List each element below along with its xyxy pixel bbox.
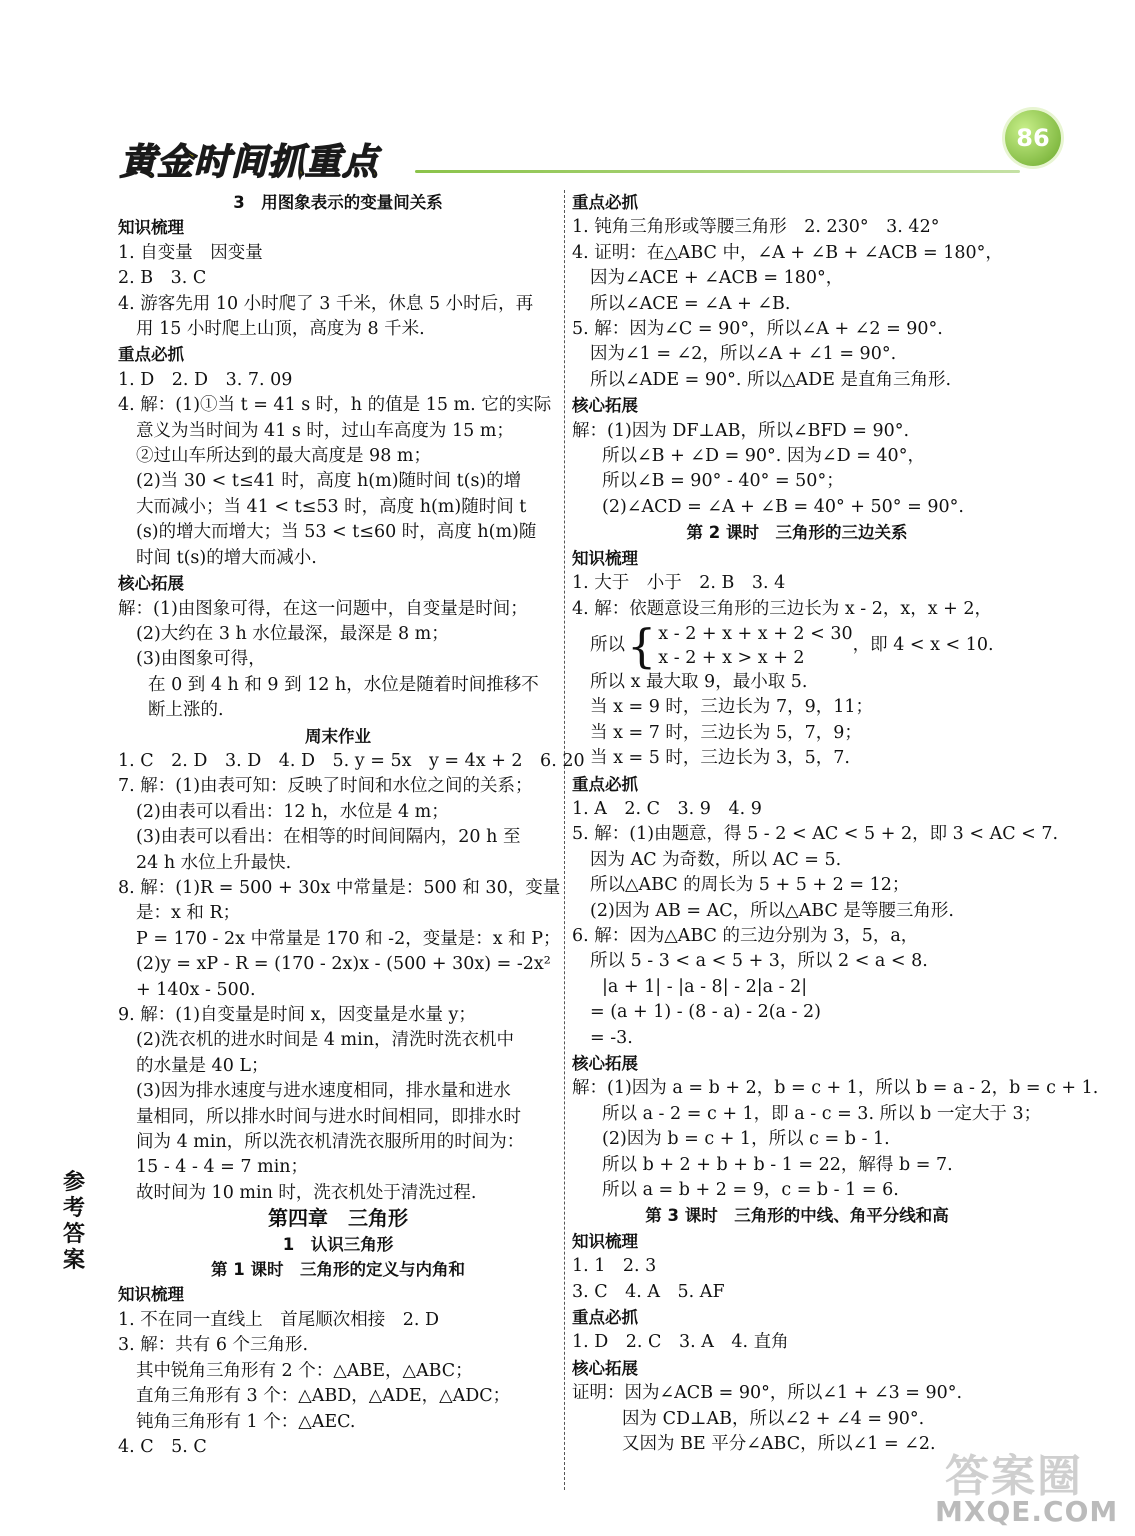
answer-line: 4. 游客先用 10 小时爬了 3 千米，休息 5 小时后，再 — [118, 293, 534, 314]
answer-line: 所以 x 最大取 9，最小取 5. — [590, 671, 808, 692]
answer-line: 8. 解：(1)R = 500 + 30x 中常量是：500 和 30，变量 — [118, 877, 561, 898]
right-column — [572, 190, 1099, 1458]
answer-line: 4. 解：(1)①当 t = 41 s 时，h 的值是 15 m. 它的实际 — [118, 395, 552, 416]
answer-line: 5. 解：因为∠C = 90°，所以∠A + ∠2 = 90°. — [572, 319, 943, 340]
answer-line: 当 x = 9 时，三边长为 7，9，11； — [590, 697, 874, 718]
answer-line: 1. 钝角三角形或等腰三角形 2. 230° 3. 42° — [572, 217, 940, 238]
answer-line: 1. D 2. C 3. A 4. 直角 — [572, 1332, 789, 1353]
lesson-title: 第 3 课时 三角形的中线、角平分线和高 — [645, 1206, 949, 1226]
answer-line: 因为∠ACE + ∠ACB = 180°， — [590, 268, 844, 289]
answer-line: 3. C 4. A 5. AF — [572, 1281, 725, 1302]
left-brace-icon: { — [627, 618, 657, 673]
answer-line: = -3. — [590, 1027, 633, 1048]
answer-line: 所以 a = b + 2 = 9，c = b - 1 = 6. — [602, 1180, 899, 1201]
answer-line: 因为 CD⊥AB，所以∠2 + ∠4 = 90°. — [622, 1408, 925, 1429]
lesson-title: 第 2 课时 三角形的三边关系 — [686, 523, 908, 543]
heading: 知识梳理 — [572, 1231, 638, 1251]
system-lines — [658, 622, 852, 670]
answer-line: 又因为 BE 平分∠ABC，所以∠1 = ∠2. — [622, 1434, 936, 1455]
brand-title — [120, 134, 379, 185]
answer-line: (2)洗衣机的进水时间是 4 min，清洗时洗衣机中 — [136, 1030, 515, 1051]
answer-line: 量相同，所以排水时间与进水时间相同，即排水时 — [136, 1106, 521, 1127]
answer-line: (2)由表可以看出：12 h，水位是 4 m； — [136, 801, 449, 822]
section-subtitle: 1 认识三角形 — [282, 1234, 394, 1254]
answer-line: 钝角三角形有 1 个：△AEC. — [136, 1411, 356, 1432]
brand-part1: 黄金时间 — [120, 142, 269, 183]
answer-line: 所以 a - 2 = c + 1，即 a - c = 3. 所以 b 一定大于 3； — [602, 1103, 1042, 1124]
answer-line: P = 170 - 2x 中常量是 170 和 -2，变量是：x 和 P； — [136, 928, 561, 949]
answer-line: |a + 1| - |a - 8| - 2|a - 2| — [602, 976, 808, 997]
answer-line: 直角三角形有 3 个：△ABD，△ADE，△ADC； — [136, 1386, 511, 1407]
answer-line: 意义为当时间为 41 s 时，过山车高度为 15 m； — [136, 420, 514, 441]
answer-line: 所以∠B = 90° - 40° = 50°； — [602, 471, 844, 492]
answer-line: 15 - 4 - 4 = 7 min； — [136, 1157, 309, 1178]
heading: 知识梳理 — [572, 548, 638, 568]
chapter-title: 第四章 三角形 — [268, 1206, 408, 1231]
answer-line: 1. 自变量 因变量 — [118, 242, 263, 263]
heading: 重点必抓 — [572, 774, 638, 794]
answer-line: 大而减小；当 41 < t≤53 时，高度 h(m)随时间 t — [136, 496, 527, 517]
answer-line: 在 0 到 4 h 和 9 到 12 h，水位是随着时间推移不 — [148, 674, 539, 695]
heading: 重点必抓 — [572, 1308, 638, 1328]
answer-line: 所以∠ACE = ∠A + ∠B. — [590, 293, 791, 314]
answer-line: 1. 不在同一直线上 首尾顺次相接 2. D — [118, 1309, 440, 1330]
watermark-logo: 答案圈 — [945, 1451, 1083, 1502]
answer-line: 1. 大于 小于 2. B 3. 4 — [572, 573, 786, 594]
answer-line: 时间 t(s)的增大而减小. — [136, 547, 317, 568]
heading: 核心拓展 — [572, 396, 638, 416]
answer-line: 所以∠ADE = 90°. 所以△ADE 是直角三角形. — [590, 369, 952, 390]
answer-line: (2)因为 AB = AC，所以△ABC 是等腰三角形. — [590, 900, 954, 921]
system-line: x - 2 + x > x + 2 — [658, 647, 805, 668]
answer-line: 4. 解：依题意设三角形的三边长为 x - 2，x，x + 2， — [572, 598, 993, 619]
answer-line: 因为∠1 = ∠2，所以∠A + ∠1 = 90°. — [590, 344, 897, 365]
answer-line: 1. 1 2. 3 — [572, 1256, 657, 1277]
answer-line: (2)大约在 3 h 水位最深，最深是 8 m； — [136, 623, 449, 644]
watermark-url: MXQE.COM — [935, 1495, 1119, 1528]
answer-line: 4. 证明：在△ABC 中，∠A + ∠B + ∠ACB = 180°， — [572, 242, 1003, 263]
answer-line: 3. 解：共有 6 个三角形. — [118, 1335, 309, 1356]
answer-line: 间为 4 min，所以洗衣机清洗衣服所用的时间为： — [136, 1132, 525, 1153]
answer-line: + 140x - 500. — [136, 979, 256, 1000]
section-title: 3 用图象表示的变量间关系 — [233, 193, 443, 212]
answer-line: 其中锐角三角形有 2 个：△ABE，△ABC； — [136, 1360, 473, 1381]
heading: 知识梳理 — [118, 1285, 184, 1305]
answer-line: 2. B 3. C — [118, 268, 207, 289]
answer-line: (3)由图象可得， — [136, 649, 266, 670]
answer-line: (2)当 30 < t≤41 时，高度 h(m)随时间 t(s)的增 — [136, 471, 522, 492]
answer-line: (3)由表可以看出：在相等的时间间隔内，20 h 至 — [136, 827, 521, 848]
answer-line: 4. C 5. C — [118, 1436, 207, 1457]
answer-line: (2)y = xP - R = (170 - 2x)x - (500 + 30x) = -2x² — [136, 954, 551, 975]
answer-line: 的水量是 40 L； — [136, 1055, 269, 1076]
heading: 核心拓展 — [118, 574, 184, 594]
answer-line: 解：(1)因为 a = b + 2，b = c + 1，所以 b = a - 2，b = c + 1. — [572, 1078, 1099, 1099]
heading: 核心拓展 — [572, 1358, 638, 1378]
answer-line: 1. A 2. C 3. 9 4. 9 — [572, 798, 762, 819]
left-column — [118, 190, 585, 1460]
brand-part2: 抓重点 — [268, 142, 380, 183]
answer-line: 当 x = 7 时，三边长为 5，7，9； — [590, 722, 862, 743]
answer-line: 1. D 2. D 3. 7. 09 — [118, 369, 293, 390]
inequality-system — [572, 618, 1022, 673]
heading: 核心拓展 — [572, 1054, 638, 1073]
answer-line: 24 h 水位上升最快. — [136, 852, 292, 873]
answer-line: (3)因为排水速度与进水速度相同，排水量和进水 — [136, 1081, 511, 1102]
weekend-title: 周末作业 — [305, 726, 371, 746]
answer-line: 5. 解：(1)由题意，得 5 - 2 < AC < 5 + 2，即 3 < AC < 7. — [572, 824, 1059, 845]
answer-line: 解：(1)因为 DF⊥AB，所以∠BFD = 90°. — [572, 420, 910, 441]
answer-line: 因为 AC 为奇数，所以 AC = 5. — [590, 849, 842, 870]
heading: 重点必抓 — [572, 193, 638, 212]
answer-line: 是：x 和 R； — [136, 903, 241, 924]
answer-line: 9. 解：(1)自变量是时间 x，因变量是水量 y； — [118, 1005, 476, 1025]
answer-line: 当 x = 5 时，三边长为 3，5，7. — [590, 748, 850, 769]
page-number: 86 — [1005, 110, 1061, 166]
system-line: x - 2 + x + x + 2 < 30 — [658, 623, 853, 644]
answer-line: 所以△ABC 的周长为 5 + 5 + 2 = 12； — [590, 875, 910, 896]
lesson-title: 第 1 课时 三角形的定义与内角和 — [211, 1260, 465, 1280]
answer-line: = (a + 1) - (8 - a) - 2(a - 2) — [590, 1002, 821, 1023]
system-suffix: ，即 4 < x < 10. — [852, 635, 994, 656]
system-prefix: 所以 — [590, 635, 625, 656]
column-divider — [564, 190, 565, 1490]
heading: 知识梳理 — [118, 218, 184, 238]
heading: 重点必抓 — [118, 345, 184, 365]
answer-line: 6. 解：因为△ABC 的三边分别为 3，5，a， — [572, 925, 919, 946]
answer-line: 所以∠B + ∠D = 90°. 因为∠D = 40°， — [602, 446, 925, 467]
answer-line: 解：(1)由图象可得，在这一问题中，自变量是时间； — [118, 598, 528, 619]
answer-line: 7. 解：(1)由表可知：反映了时间和水位之间的关系； — [118, 776, 533, 797]
header-rule — [415, 170, 1020, 173]
answer-line: 证明：因为∠ACB = 90°，所以∠1 + ∠3 = 90°. — [572, 1383, 963, 1404]
answer-line: ②过山车所达到的最大高度是 98 m； — [136, 446, 431, 467]
answer-line: 用 15 小时爬上山顶，高度为 8 千米. — [136, 319, 425, 340]
answer-line: 断上涨的. — [148, 700, 224, 721]
side-label-answers: 参 考 答 案 — [62, 1170, 85, 1273]
answer-line: 所以 5 - 3 < a < 5 + 3，所以 2 < a < 8. — [590, 951, 928, 972]
answer-line: (s)的增大而增大；当 53 < t≤60 时，高度 h(m)随 — [136, 522, 537, 543]
answer-line: (2)∠ACD = ∠A + ∠B = 40° + 50° = 90°. — [602, 496, 964, 517]
answer-line: 所以 b + 2 + b + b - 1 = 22，解得 b = 7. — [602, 1154, 953, 1175]
answer-line: 1. C 2. D 3. D 4. D 5. y = 5x y = 4x + 2 6. 20 — [118, 750, 585, 771]
answer-line: (2)因为 b = c + 1，所以 c = b - 1. — [602, 1129, 890, 1150]
answer-line: 故时间为 10 min 时，洗衣机处于清洗过程. — [136, 1182, 477, 1203]
